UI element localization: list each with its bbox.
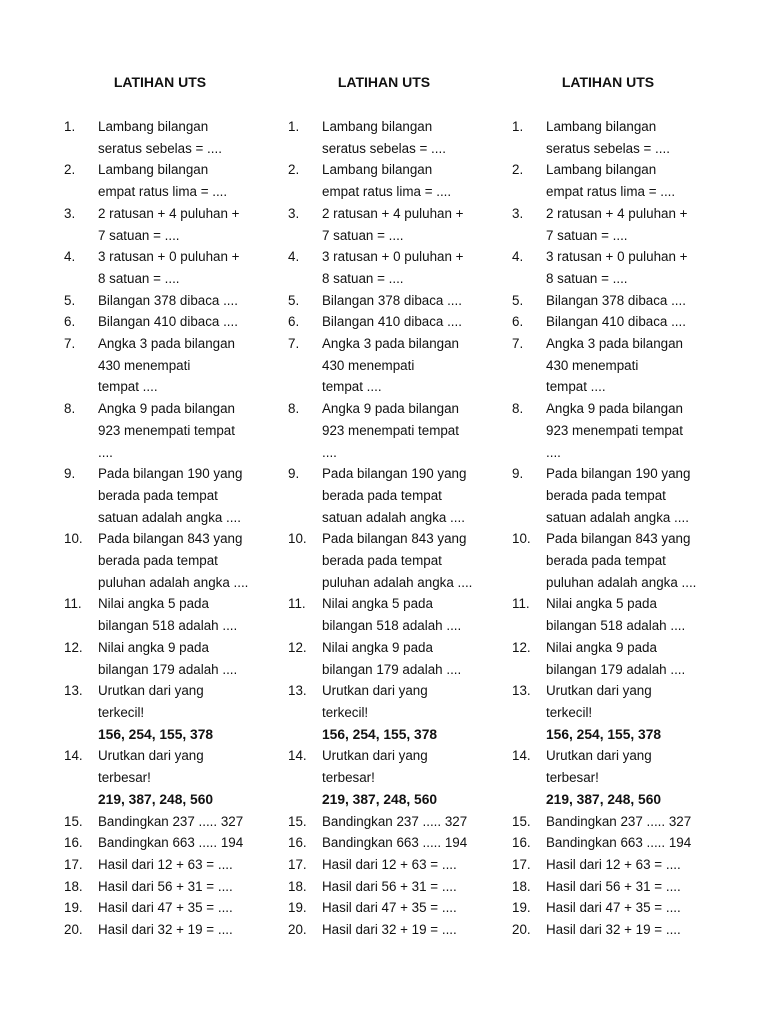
question-number: 4.	[288, 249, 300, 265]
question-text: seratus sebelas = ....	[322, 140, 446, 156]
question-item	[272, 919, 496, 941]
question-text: bilangan 518 adalah ....	[98, 618, 238, 634]
question-text: empat ratus lima = ....	[98, 184, 228, 200]
question-number: 3.	[64, 205, 76, 221]
question-text: 2 ratusan + 4 puluhan +	[546, 205, 688, 221]
question-text: berada pada tempat	[98, 487, 218, 503]
question-item	[272, 897, 496, 919]
question-item	[48, 246, 272, 289]
question-text: Pada bilangan 843 yang	[322, 531, 467, 547]
question-item	[272, 593, 496, 636]
question-text: 923 menempati tempat	[322, 422, 459, 438]
question-text: seratus sebelas = ....	[546, 140, 670, 156]
question-text: terkecil!	[98, 704, 145, 720]
worksheet-title: LATIHAN UTS	[337, 74, 431, 90]
question-text: Bandingkan 663 ..... 194	[322, 835, 468, 851]
question-text: empat ratus lima = ....	[546, 184, 676, 200]
question-number: 12.	[512, 639, 531, 655]
question-text: 3 ratusan + 0 puluhan +	[322, 249, 464, 265]
question-item	[272, 745, 496, 810]
question-item	[272, 876, 496, 898]
question-item	[272, 333, 496, 398]
number-sequence: 156, 254, 155, 378	[98, 726, 214, 742]
question-item	[48, 159, 272, 202]
question-text: Hasil dari 47 + 35 = ....	[546, 900, 681, 916]
question-number: 10.	[64, 531, 83, 547]
question-number: 7.	[64, 336, 76, 352]
question-text: Bilangan 378 dibaca ....	[546, 292, 686, 308]
question-number: 14.	[512, 748, 531, 764]
question-text: satuan adalah angka ....	[546, 509, 689, 525]
question-list	[496, 116, 720, 941]
question-text: Pada bilangan 843 yang	[98, 531, 243, 547]
question-text: Hasil dari 56 + 31 = ....	[546, 878, 681, 894]
question-item	[272, 398, 496, 463]
question-item	[496, 637, 720, 680]
question-text: Lambang bilangan	[546, 119, 657, 134]
question-number: 9.	[512, 466, 524, 482]
question-item	[48, 832, 272, 854]
question-item	[48, 333, 272, 398]
question-number: 3.	[288, 205, 300, 221]
question-number: 2.	[288, 162, 300, 178]
question-text: terbesar!	[546, 770, 599, 786]
question-number: 8.	[64, 401, 76, 417]
question-number: 14.	[288, 748, 307, 764]
question-number: 8.	[512, 401, 524, 417]
question-text: Urutkan dari yang	[98, 748, 204, 764]
question-item	[496, 811, 720, 833]
question-text: terkecil!	[322, 704, 369, 720]
question-item	[496, 246, 720, 289]
question-number: 16.	[288, 835, 307, 851]
question-text: Hasil dari 32 + 19 = ....	[322, 922, 457, 938]
question-number: 13.	[64, 683, 83, 699]
question-number: 20.	[512, 922, 531, 938]
question-text: 8 satuan = ....	[322, 270, 404, 286]
question-number: 15.	[288, 813, 307, 829]
question-number: 16.	[64, 835, 83, 851]
question-text: 3 ratusan + 0 puluhan +	[546, 249, 688, 265]
question-item	[272, 311, 496, 333]
question-text: bilangan 179 adalah ....	[98, 661, 238, 677]
question-number: 13.	[512, 683, 531, 699]
question-number: 19.	[288, 900, 307, 916]
question-item	[272, 116, 496, 159]
question-number: 5.	[512, 292, 524, 308]
question-number: 18.	[288, 878, 307, 894]
question-list	[272, 116, 496, 941]
question-item	[496, 745, 720, 810]
question-text: Hasil dari 47 + 35 = ....	[98, 900, 233, 916]
question-number: 9.	[64, 466, 76, 482]
question-text: empat ratus lima = ....	[322, 184, 452, 200]
question-text: satuan adalah angka ....	[322, 509, 465, 525]
question-item	[48, 854, 272, 876]
question-number: 3.	[512, 205, 524, 221]
question-text: puluhan adalah angka ....	[322, 574, 473, 590]
question-text: berada pada tempat	[546, 487, 666, 503]
question-item	[496, 333, 720, 398]
question-text: tempat ....	[322, 379, 382, 395]
question-item	[496, 897, 720, 919]
question-number: 9.	[288, 466, 300, 482]
question-number: 16.	[512, 835, 531, 851]
question-item	[496, 593, 720, 636]
question-item	[496, 398, 720, 463]
question-text: bilangan 518 adalah ....	[546, 618, 686, 634]
question-number: 12.	[288, 639, 307, 655]
question-number: 2.	[512, 162, 524, 178]
question-text: 3 ratusan + 0 puluhan +	[98, 249, 240, 265]
question-text: Urutkan dari yang	[98, 683, 204, 699]
question-text: 923 menempati tempat	[98, 422, 235, 438]
number-sequence: 219, 387, 248, 560	[322, 791, 438, 807]
question-text: Angka 3 pada bilangan	[322, 336, 459, 352]
question-text: Angka 9 pada bilangan	[322, 401, 459, 417]
worksheet-title: LATIHAN UTS	[113, 74, 207, 90]
question-text: Lambang bilangan	[322, 119, 433, 134]
question-text: Bilangan 378 dibaca ....	[322, 292, 462, 308]
question-number: 11.	[288, 596, 306, 612]
question-item	[48, 311, 272, 333]
question-number: 14.	[64, 748, 83, 764]
question-item	[48, 876, 272, 898]
question-item	[272, 680, 496, 745]
question-text: tempat ....	[98, 379, 158, 395]
worksheet-title: LATIHAN UTS	[561, 74, 655, 90]
question-item	[272, 463, 496, 528]
question-item	[272, 637, 496, 680]
question-item	[48, 116, 272, 159]
question-item	[272, 528, 496, 593]
question-number: 19.	[64, 900, 83, 916]
number-sequence: 219, 387, 248, 560	[98, 791, 214, 807]
question-text: Lambang bilangan	[322, 162, 433, 178]
question-text: bilangan 179 adalah ....	[322, 661, 462, 677]
question-text: Bandingkan 237 ..... 327	[322, 813, 468, 829]
question-text: Hasil dari 12 + 63 = ....	[322, 856, 457, 872]
question-text: Bandingkan 237 ..... 327	[546, 813, 692, 829]
question-item	[496, 680, 720, 745]
question-number: 13.	[288, 683, 307, 699]
question-text: Hasil dari 32 + 19 = ....	[98, 922, 233, 938]
question-text: Nilai angka 5 pada	[98, 596, 209, 612]
question-number: 1.	[64, 119, 76, 134]
question-text: Hasil dari 56 + 31 = ....	[98, 878, 233, 894]
question-number: 5.	[288, 292, 300, 308]
question-item	[48, 897, 272, 919]
question-item	[496, 311, 720, 333]
question-item	[272, 811, 496, 833]
question-text: ....	[546, 444, 561, 460]
question-number: 1.	[512, 119, 524, 134]
question-text: Urutkan dari yang	[546, 748, 652, 764]
question-number: 19.	[512, 900, 531, 916]
question-text: Pada bilangan 190 yang	[322, 466, 467, 482]
question-item	[496, 290, 720, 312]
question-text: Lambang bilangan	[546, 162, 657, 178]
question-text: Angka 9 pada bilangan	[98, 401, 235, 417]
question-item	[272, 159, 496, 202]
question-item	[48, 680, 272, 745]
question-text: puluhan adalah angka ....	[98, 574, 249, 590]
question-text: Hasil dari 56 + 31 = ....	[322, 878, 457, 894]
question-text: Nilai angka 5 pada	[322, 596, 433, 612]
question-text: Angka 9 pada bilangan	[546, 401, 683, 417]
question-item	[272, 854, 496, 876]
question-number: 18.	[64, 878, 83, 894]
question-number: 17.	[64, 856, 83, 872]
question-item	[272, 246, 496, 289]
question-text: tempat ....	[546, 379, 606, 395]
question-text: ....	[322, 444, 337, 460]
question-text: Bandingkan 237 ..... 327	[98, 813, 244, 829]
question-text: puluhan adalah angka ....	[546, 574, 697, 590]
question-text: berada pada tempat	[98, 553, 218, 569]
question-number: 17.	[512, 856, 531, 872]
number-sequence: 156, 254, 155, 378	[322, 726, 438, 742]
question-text: 2 ratusan + 4 puluhan +	[322, 205, 464, 221]
question-number: 12.	[64, 639, 83, 655]
question-number: 6.	[64, 314, 76, 330]
question-text: 430 menempati	[546, 357, 639, 373]
question-text: Angka 3 pada bilangan	[98, 336, 235, 352]
question-text: Urutkan dari yang	[546, 683, 652, 699]
question-item	[496, 832, 720, 854]
question-text: Nilai angka 5 pada	[546, 596, 657, 612]
question-text: Bilangan 410 dibaca ....	[322, 314, 462, 330]
question-item	[48, 745, 272, 810]
question-item	[48, 528, 272, 593]
question-text: Hasil dari 12 + 63 = ....	[546, 856, 681, 872]
question-text: ....	[98, 444, 113, 460]
question-text: Bilangan 378 dibaca ....	[98, 292, 238, 308]
question-text: Hasil dari 47 + 35 = ....	[322, 900, 457, 916]
question-text: bilangan 518 adalah ....	[322, 618, 462, 634]
question-text: 7 satuan = ....	[322, 227, 404, 243]
question-number: 6.	[288, 314, 300, 330]
question-number: 2.	[64, 162, 76, 178]
question-number: 4.	[64, 249, 76, 265]
question-text: Pada bilangan 190 yang	[98, 466, 243, 482]
question-text: 923 menempati tempat	[546, 422, 683, 438]
question-number: 11.	[512, 596, 530, 612]
question-text: Nilai angka 9 pada	[546, 639, 657, 655]
question-item	[48, 463, 272, 528]
question-text: Urutkan dari yang	[322, 683, 428, 699]
question-item	[48, 398, 272, 463]
question-number: 15.	[512, 813, 531, 829]
question-text: Hasil dari 12 + 63 = ....	[98, 856, 233, 872]
question-text: 8 satuan = ....	[546, 270, 628, 286]
question-item	[48, 290, 272, 312]
question-text: Nilai angka 9 pada	[322, 639, 433, 655]
question-text: Bandingkan 663 ..... 194	[546, 835, 692, 851]
question-text: terbesar!	[98, 770, 151, 786]
question-text: 430 menempati	[98, 357, 191, 373]
question-item	[48, 811, 272, 833]
question-item	[48, 919, 272, 941]
question-text: 7 satuan = ....	[546, 227, 628, 243]
question-text: Pada bilangan 843 yang	[546, 531, 691, 547]
question-text: 2 ratusan + 4 puluhan +	[98, 205, 240, 221]
question-list	[48, 116, 272, 941]
question-number: 20.	[64, 922, 83, 938]
question-item	[496, 876, 720, 898]
question-number: 6.	[512, 314, 524, 330]
question-text: terbesar!	[322, 770, 375, 786]
question-number: 10.	[512, 531, 531, 547]
question-text: Nilai angka 9 pada	[98, 639, 209, 655]
question-item	[496, 116, 720, 159]
question-number: 11.	[64, 596, 82, 612]
question-text: Bandingkan 663 ..... 194	[98, 835, 244, 851]
question-item	[48, 593, 272, 636]
question-number: 15.	[64, 813, 83, 829]
number-sequence: 219, 387, 248, 560	[546, 791, 662, 807]
question-text: satuan adalah angka ....	[98, 509, 241, 525]
question-text: berada pada tempat	[322, 487, 442, 503]
question-text: bilangan 179 adalah ....	[546, 661, 686, 677]
question-text: Angka 3 pada bilangan	[546, 336, 683, 352]
question-item	[272, 290, 496, 312]
question-text: terkecil!	[546, 704, 593, 720]
question-item	[496, 159, 720, 202]
question-text: Urutkan dari yang	[322, 748, 428, 764]
number-sequence: 156, 254, 155, 378	[546, 726, 662, 742]
question-text: Lambang bilangan	[98, 119, 209, 134]
question-number: 7.	[512, 336, 524, 352]
question-text: Hasil dari 32 + 19 = ....	[546, 922, 681, 938]
question-item	[496, 203, 720, 246]
question-item	[272, 203, 496, 246]
question-item	[496, 854, 720, 876]
question-text: berada pada tempat	[546, 553, 666, 569]
question-text: seratus sebelas = ....	[98, 140, 222, 156]
question-text: berada pada tempat	[322, 553, 442, 569]
question-text: 8 satuan = ....	[98, 270, 180, 286]
question-item	[48, 637, 272, 680]
question-item	[48, 203, 272, 246]
question-number: 10.	[288, 531, 307, 547]
question-item	[272, 832, 496, 854]
question-text: Lambang bilangan	[98, 162, 209, 178]
question-number: 18.	[512, 878, 531, 894]
question-text: 7 satuan = ....	[98, 227, 180, 243]
question-number: 1.	[288, 119, 300, 134]
question-item	[496, 528, 720, 593]
question-number: 4.	[512, 249, 524, 265]
question-item	[496, 919, 720, 941]
question-number: 20.	[288, 922, 307, 938]
question-text: 430 menempati	[322, 357, 415, 373]
question-number: 8.	[288, 401, 300, 417]
question-text: Bilangan 410 dibaca ....	[98, 314, 238, 330]
question-number: 5.	[64, 292, 76, 308]
question-text: Pada bilangan 190 yang	[546, 466, 691, 482]
question-number: 17.	[288, 856, 307, 872]
question-text: Bilangan 410 dibaca ....	[546, 314, 686, 330]
question-number: 7.	[288, 336, 300, 352]
question-item	[496, 463, 720, 528]
